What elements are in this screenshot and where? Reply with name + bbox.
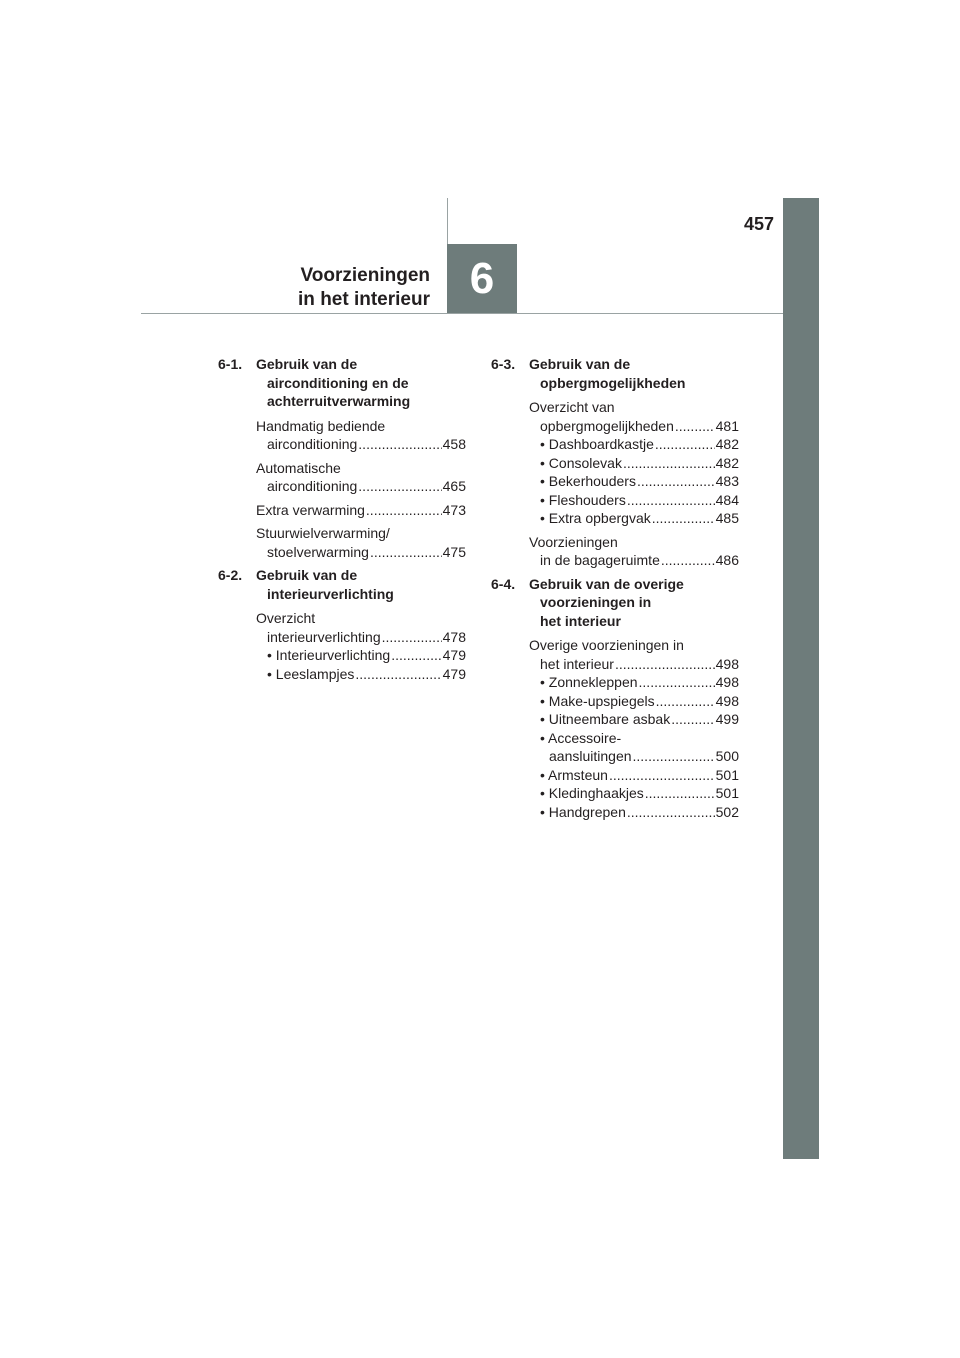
dot-leader bbox=[675, 417, 715, 436]
entry-label: • Extra opbergvak bbox=[540, 510, 651, 526]
section-title-line: opbergmogelijkheden bbox=[540, 374, 686, 391]
entry-line: Automatische bbox=[256, 459, 341, 476]
section-title bbox=[256, 355, 466, 411]
toc-section bbox=[218, 566, 466, 683]
toc-entry-link[interactable] bbox=[256, 501, 466, 520]
page-ref: 473 bbox=[442, 501, 466, 518]
page-ref: 479 bbox=[442, 647, 466, 663]
dot-leader bbox=[645, 784, 715, 803]
toc-entry bbox=[256, 501, 466, 520]
page-ref: 478 bbox=[442, 628, 466, 645]
dot-leader bbox=[637, 472, 715, 491]
page-ref: 498 bbox=[715, 692, 739, 709]
section-title bbox=[529, 575, 739, 631]
chapter-number: 6 bbox=[469, 254, 495, 303]
dot-leader bbox=[627, 803, 715, 822]
toc-section bbox=[491, 575, 739, 822]
section-title bbox=[256, 566, 466, 603]
page-ref: 501 bbox=[715, 766, 739, 783]
entry-line: Voorzieningen bbox=[529, 533, 618, 550]
sub-entry-link[interactable] bbox=[529, 710, 739, 729]
entry-label: • Bekerhouders bbox=[540, 473, 636, 489]
entry-label: • Fleshouders bbox=[540, 491, 626, 508]
section-title-line: Gebruik van de bbox=[256, 356, 358, 372]
section-heading bbox=[218, 355, 466, 411]
page-ref: 483 bbox=[715, 473, 739, 489]
toc-entry-link[interactable] bbox=[529, 417, 739, 436]
page-ref: 501 bbox=[715, 785, 739, 801]
toc-entry bbox=[256, 609, 466, 683]
section-number: 6-4. bbox=[491, 575, 516, 592]
page-ref: 458 bbox=[442, 436, 466, 452]
entry-label: opbergmogelijkheden bbox=[540, 417, 674, 434]
toc-entry-link[interactable] bbox=[529, 551, 739, 570]
section-title-line: interieurverlichting bbox=[267, 585, 394, 602]
toc-column-right bbox=[491, 355, 739, 826]
entry-label: • Kledinghaakjes bbox=[540, 785, 644, 801]
toc-entry bbox=[256, 459, 466, 496]
section-title-line: voorzieningen in bbox=[540, 594, 652, 610]
dot-leader bbox=[609, 766, 715, 785]
entry-line: Overzicht bbox=[256, 610, 316, 626]
section-heading bbox=[491, 575, 739, 631]
page-ref: 498 bbox=[715, 674, 739, 690]
section-title-line: Gebruik van de overige bbox=[529, 575, 684, 592]
page-ref: 485 bbox=[715, 510, 739, 526]
dot-leader bbox=[623, 454, 715, 473]
toc-entry-link[interactable] bbox=[256, 435, 466, 454]
dot-leader bbox=[671, 710, 714, 729]
sub-entry-link[interactable] bbox=[256, 665, 466, 684]
sub-entry-link[interactable] bbox=[256, 646, 466, 665]
header-rule bbox=[141, 313, 783, 314]
chapter-title-line1: Voorzieningen bbox=[300, 265, 430, 286]
page-ref: 484 bbox=[715, 491, 739, 508]
entry-label: • Leeslampjes bbox=[267, 665, 355, 682]
dot-leader bbox=[366, 501, 442, 520]
entry-label: • Zonnekleppen bbox=[540, 674, 638, 690]
section-title bbox=[529, 355, 739, 392]
header-divider-vertical bbox=[447, 198, 448, 245]
entry-label: het interieur bbox=[540, 655, 614, 672]
dot-leader bbox=[661, 551, 715, 570]
sub-entry-link[interactable] bbox=[529, 766, 739, 785]
entry-label: Extra verwarming bbox=[256, 501, 365, 518]
sub-entry-link[interactable] bbox=[529, 673, 739, 692]
toc-entry-link[interactable] bbox=[256, 477, 466, 496]
section-number: 6-3. bbox=[491, 356, 516, 372]
section-number: 6-1. bbox=[218, 356, 243, 372]
chapter-title bbox=[230, 264, 430, 312]
page-ref: 482 bbox=[715, 454, 739, 471]
toc-section bbox=[218, 355, 466, 561]
dot-leader bbox=[355, 665, 441, 684]
entry-label: • Armsteun bbox=[540, 766, 608, 783]
entry-label: • Consolevak bbox=[540, 454, 622, 471]
toc-section bbox=[491, 355, 739, 570]
sub-entry-link[interactable] bbox=[529, 784, 739, 803]
chapter-side-tab bbox=[783, 198, 819, 1159]
dot-leader bbox=[391, 646, 441, 665]
toc-entry bbox=[256, 417, 466, 454]
page-ref: 482 bbox=[715, 436, 739, 452]
dot-leader bbox=[382, 628, 442, 647]
section-heading bbox=[218, 566, 466, 603]
section-number: 6-2. bbox=[218, 567, 243, 583]
sub-entry-line: • Accessoire- bbox=[540, 729, 622, 746]
sub-entry-link[interactable] bbox=[529, 509, 739, 528]
entry-label: • Make-upspiegels bbox=[540, 692, 655, 709]
toc-entry-link[interactable] bbox=[256, 628, 466, 647]
sub-entry-link[interactable] bbox=[529, 472, 739, 491]
page-ref: 502 bbox=[715, 803, 739, 820]
section-heading bbox=[491, 355, 739, 392]
entry-line: Overige voorzieningen in bbox=[529, 637, 684, 653]
entry-label: aansluitingen bbox=[549, 748, 632, 764]
sub-entry-link[interactable] bbox=[529, 491, 739, 510]
dot-leader bbox=[656, 692, 715, 711]
entry-label: • Dashboardkastje bbox=[540, 436, 654, 452]
dot-leader bbox=[358, 477, 441, 496]
dot-leader bbox=[652, 509, 715, 528]
page-ref: 498 bbox=[715, 655, 739, 672]
entry-line: Overzicht van bbox=[529, 399, 615, 415]
entry-label: in de bagageruimte bbox=[540, 552, 660, 568]
toc-entry bbox=[256, 524, 466, 561]
toc-entry bbox=[529, 398, 739, 528]
dot-leader bbox=[615, 655, 715, 674]
sub-entry-link[interactable] bbox=[529, 435, 739, 454]
toc-entry bbox=[529, 636, 739, 821]
entry-label: airconditioning bbox=[267, 436, 358, 452]
toc-column-left bbox=[218, 355, 466, 688]
section-title-line: het interieur bbox=[540, 612, 621, 629]
dot-leader bbox=[639, 673, 715, 692]
sub-entry-link[interactable] bbox=[529, 803, 739, 822]
dot-leader bbox=[633, 747, 715, 766]
entry-label: • Interieurverlichting bbox=[267, 647, 391, 663]
dot-leader bbox=[370, 543, 442, 562]
entry-label: stoelverwarming bbox=[267, 543, 369, 560]
dot-leader bbox=[358, 435, 441, 454]
page-ref: 486 bbox=[715, 552, 739, 568]
entry-line: Stuurwielverwarming/ bbox=[256, 525, 390, 541]
entry-label: • Uitneembare asbak bbox=[540, 711, 671, 727]
sub-entry-link[interactable] bbox=[529, 747, 739, 766]
toc-entry bbox=[529, 533, 739, 570]
toc-entry-link[interactable] bbox=[256, 543, 466, 562]
page-number: 457 bbox=[743, 214, 774, 234]
section-title-line: airconditioning en de bbox=[267, 374, 409, 391]
dot-leader bbox=[627, 491, 715, 510]
page-ref: 499 bbox=[715, 711, 739, 727]
sub-entry-link[interactable] bbox=[529, 692, 739, 711]
entry-label: airconditioning bbox=[267, 478, 358, 494]
dot-leader bbox=[655, 435, 715, 454]
section-title-line: Gebruik van de bbox=[529, 356, 631, 372]
page-ref: 479 bbox=[442, 665, 466, 682]
page-ref: 500 bbox=[715, 748, 739, 764]
toc-entry-link[interactable] bbox=[529, 655, 739, 674]
page-ref: 475 bbox=[442, 543, 466, 560]
page-ref: 481 bbox=[715, 417, 739, 434]
chapter-title-line2: in het interieur bbox=[298, 289, 430, 310]
entry-label: • Handgrepen bbox=[540, 803, 626, 820]
page-ref: 465 bbox=[442, 478, 466, 494]
entry-label: interieurverlichting bbox=[267, 628, 381, 645]
section-title-line: Gebruik van de bbox=[256, 567, 358, 583]
sub-entry-link[interactable] bbox=[529, 454, 739, 473]
entry-line: Handmatig bediende bbox=[256, 417, 386, 434]
section-title-line: achterruitverwarming bbox=[267, 393, 411, 409]
chapter-number-box bbox=[447, 244, 517, 314]
